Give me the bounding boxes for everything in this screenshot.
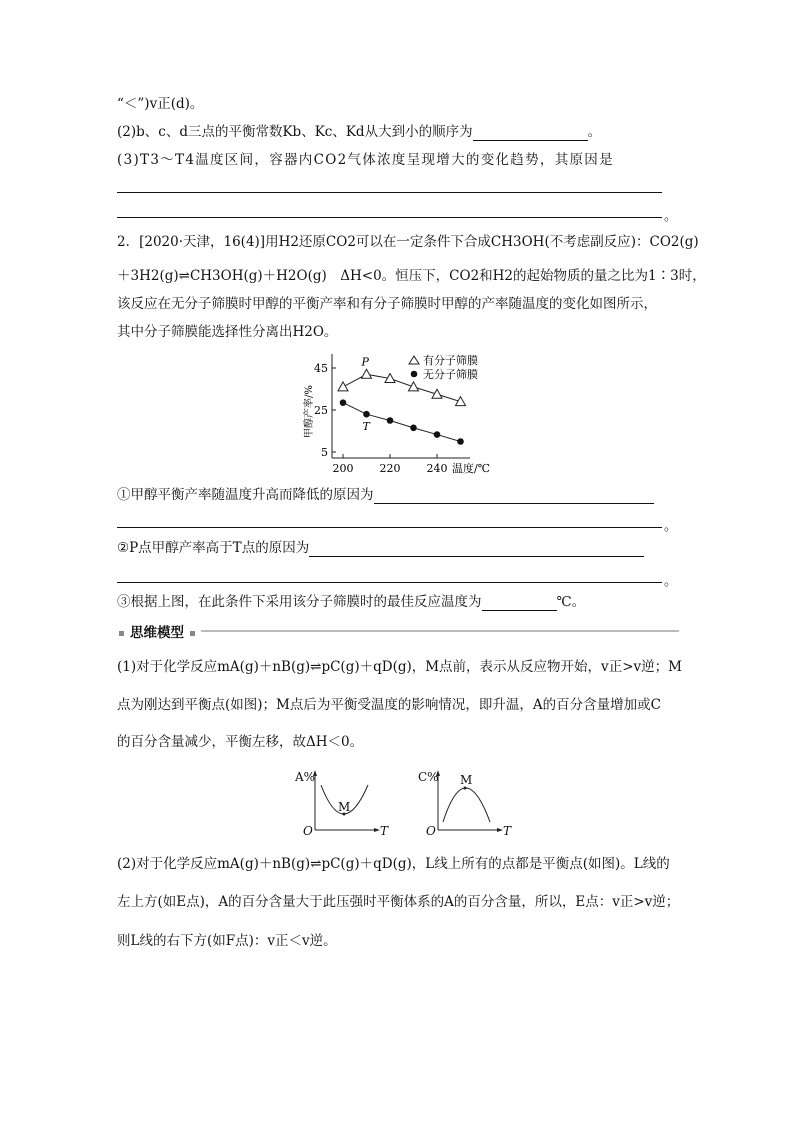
- q1-part3: (3)T3～T4温度区间，容器内CO2气体浓度呈现增大的变化趋势，其原因是: [117, 152, 614, 168]
- q2-sub3: [117, 593, 585, 611]
- origin-label: O: [303, 824, 313, 838]
- x-label: T: [380, 824, 389, 838]
- point-label: P: [361, 355, 369, 369]
- bullet-square-icon: [190, 631, 195, 636]
- q2-sub3-text: ③根据上图，在此条件下采用该分子筛膜时的最佳反应温度为: [117, 594, 482, 610]
- series-line: [343, 403, 461, 442]
- period: 。: [664, 519, 678, 534]
- period: 。: [664, 209, 678, 224]
- data-point-triangle: [409, 382, 419, 391]
- data-point-triangle: [432, 389, 442, 398]
- origin-label: O: [426, 824, 436, 838]
- answer-blank[interactable]: [117, 191, 662, 193]
- q1-line1: “＜”)v正(d)。: [117, 96, 204, 112]
- legend-circle-icon: [411, 371, 418, 378]
- data-point-circle: [457, 438, 464, 445]
- model-p2-line2: 左上方(如E点)，A的百分含量大于此压强时平衡体系的A的百分含量，所以，E点：v正>v逆；: [117, 894, 680, 910]
- model-p1-line2: 点为刚达到平衡点(如图)；M点后为平衡受温度的影响情况，即升温，A的百分含量增加或C: [117, 697, 661, 713]
- unit: ℃。: [556, 594, 586, 610]
- q1-part2-text: (2)b、c、d三点的平衡常数Kb、Kc、Kd从大到小的顺序为: [117, 124, 473, 140]
- data-point-circle: [387, 417, 394, 424]
- q2-sub1-text: ①甲醇平衡产率随温度升高而降低的原因为: [117, 487, 374, 503]
- y-tick-label: 25: [314, 404, 328, 417]
- answer-blank[interactable]: [117, 216, 662, 218]
- legend-label: 有分子筛膜: [423, 354, 478, 367]
- data-point-circle: [410, 425, 417, 432]
- methanol-yield-chart: [290, 350, 510, 480]
- x-tick-label: 200: [332, 462, 354, 475]
- legend-label: 无分子筛膜: [423, 368, 478, 381]
- q2-line3: 该反应在无分子筛膜时甲醇的平衡产率和有分子筛膜时甲醇的产率随温度的变化如图所示，: [117, 296, 657, 312]
- q2-line4: 其中分子筛膜能选择性分离出H2O。: [117, 324, 338, 340]
- answer-blank[interactable]: [117, 581, 662, 583]
- q2-line1: 2．[2020·天津，16(4)]用H2还原CO2可以在一定条件下合成CH3OH(不考虑副反应)：CO2(g): [117, 234, 699, 250]
- y-axis-label: 甲醇产率/%: [304, 385, 315, 438]
- legend-triangle-icon: [409, 356, 419, 364]
- model-p2-line1: (2)对于化学反应mA(g)＋nB(g)⇌pC(g)＋qD(g)，L线上所有的点都是平衡点(如图)。L线的: [117, 856, 670, 872]
- y-tick-label: 5: [321, 446, 328, 459]
- data-point-triangle: [338, 382, 348, 391]
- answer-blank[interactable]: [482, 596, 557, 611]
- y-label: C%: [418, 770, 439, 784]
- q2-sub2: [117, 539, 644, 557]
- data-point-circle: [363, 411, 370, 418]
- point-label: M: [338, 800, 351, 814]
- period: 。: [587, 124, 602, 140]
- q2-sub2-text: ②P点甲醇产率高于T点的原因为: [117, 540, 310, 556]
- x-label: T: [503, 824, 512, 838]
- answer-blank[interactable]: [117, 526, 662, 528]
- answer-blank[interactable]: [473, 126, 588, 141]
- period: 。: [664, 574, 678, 589]
- q2-line2: ＋3H2(g)⇌CH3OH(g)＋H2O(g) ΔH<0。恒压下，CO2和H2的起始物质的量之比为1∶3时，: [117, 268, 706, 284]
- x-tick-label: 240: [426, 462, 448, 475]
- data-point-circle: [340, 399, 347, 406]
- y-label: A%: [295, 770, 316, 784]
- section-title: 思维模型: [130, 625, 184, 641]
- c-percent-diagram: [410, 768, 510, 840]
- divider: [201, 630, 679, 632]
- x-axis-label: 温度/℃: [452, 462, 491, 475]
- section-header: [117, 621, 679, 639]
- data-point-triangle: [456, 397, 466, 406]
- bullet-square-icon: [119, 631, 124, 636]
- data-point-circle: [434, 431, 441, 438]
- point-label: M: [460, 773, 473, 787]
- data-point-triangle: [362, 369, 372, 378]
- x-tick-label: 220: [379, 462, 401, 475]
- point-label: T: [362, 420, 370, 434]
- q1-part2: [117, 123, 601, 141]
- model-p1-line3: 的百分含量减少，平衡左移，故ΔH＜0。: [117, 734, 364, 750]
- y-tick-label: 45: [314, 362, 328, 375]
- answer-blank[interactable]: [309, 542, 644, 557]
- answer-blank[interactable]: [374, 489, 654, 504]
- model-p2-line3: 则L线的右下方(如F点)：v正＜v逆。: [117, 933, 337, 949]
- q2-sub1: [117, 486, 654, 504]
- a-percent-diagram: [285, 768, 389, 840]
- model-p1-line1: (1)对于化学反应mA(g)＋nB(g)⇌pC(g)＋qD(g)，M点前，表示从反应物开始，v正>v逆；M: [117, 659, 682, 675]
